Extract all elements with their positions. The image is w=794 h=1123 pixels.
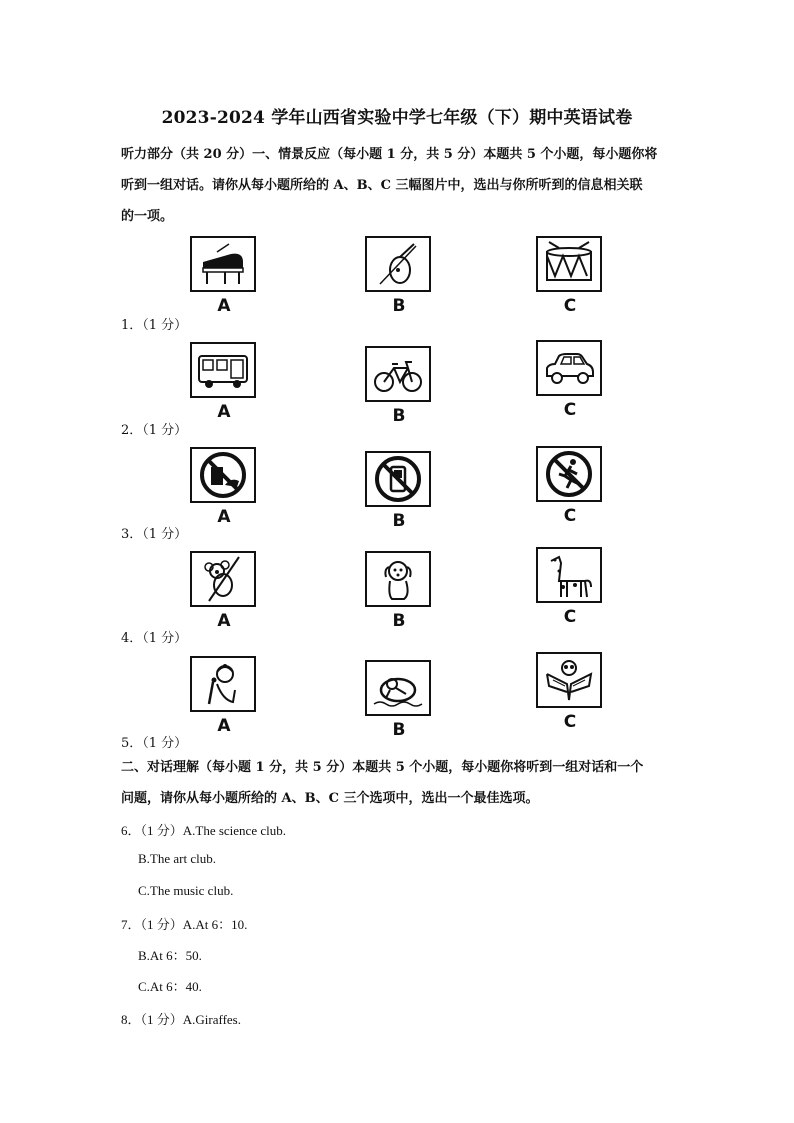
koala-icon bbox=[190, 551, 256, 607]
question-number: 2．（1 分） bbox=[121, 423, 188, 438]
bus-icon bbox=[190, 342, 256, 398]
instruction-line: 听力部分（共 20 分）一、情景反应（每小题 1 分，共 5 分）本题共 5 个小题，每小题你将 bbox=[121, 147, 658, 162]
exam-title: 2023-2024 学年山西省实验中学七年级（下）期中英语试卷 bbox=[161, 108, 633, 128]
option-c[interactable] bbox=[536, 652, 604, 732]
option-letter: B bbox=[392, 611, 406, 631]
question-1 bbox=[0, 236, 794, 340]
question-7-option-b: B.At 6：50. bbox=[138, 948, 202, 963]
no-food-drink-icon bbox=[190, 447, 256, 503]
option-letter: A bbox=[217, 296, 231, 316]
option-b[interactable] bbox=[365, 660, 433, 740]
instruction-line: 听到一组对话。请你从每小题所给的 A、B、C 三幅图片中，选出与你所听到的信息相关联 bbox=[121, 178, 643, 193]
option-letter: A bbox=[217, 611, 231, 631]
question-6-option-a: 6．（1 分）A.The science club. bbox=[121, 823, 286, 838]
car-icon bbox=[536, 340, 602, 396]
option-c[interactable] bbox=[536, 547, 604, 627]
option-b[interactable] bbox=[365, 551, 433, 631]
bicycle-icon bbox=[365, 346, 431, 402]
question-8-option-a: 8．（1 分）A.Giraffes. bbox=[121, 1012, 241, 1027]
option-a[interactable] bbox=[190, 551, 258, 631]
option-letter: A bbox=[217, 716, 231, 736]
question-4 bbox=[0, 551, 794, 655]
question-6-option-c: C.The music club. bbox=[138, 883, 234, 898]
option-letter: A bbox=[217, 507, 231, 527]
singing-girl-icon bbox=[190, 656, 256, 712]
option-letter: B bbox=[392, 406, 406, 426]
option-c[interactable] bbox=[536, 340, 604, 420]
option-letter: A bbox=[217, 402, 231, 422]
violin-icon bbox=[365, 236, 431, 292]
option-a[interactable] bbox=[190, 656, 258, 736]
no-phone-icon bbox=[365, 451, 431, 507]
option-letter: C bbox=[563, 607, 577, 627]
option-a[interactable] bbox=[190, 236, 258, 316]
question-6-option-b: B.The art club. bbox=[138, 851, 216, 866]
option-letter: C bbox=[563, 296, 577, 316]
option-letter: C bbox=[563, 506, 577, 526]
question-5 bbox=[0, 656, 794, 760]
option-letter: B bbox=[392, 296, 406, 316]
giraffe-icon bbox=[536, 547, 602, 603]
option-letter: B bbox=[392, 511, 406, 531]
question-number: 3．（1 分） bbox=[121, 527, 188, 542]
instruction-line: 的一项。 bbox=[121, 209, 174, 224]
option-a[interactable] bbox=[190, 447, 258, 527]
option-letter: C bbox=[563, 712, 577, 732]
option-letter: C bbox=[563, 400, 577, 420]
swimming-icon bbox=[365, 660, 431, 716]
question-7-option-c: C.At 6：40. bbox=[138, 979, 202, 994]
dog-icon bbox=[365, 551, 431, 607]
question-3 bbox=[0, 447, 794, 551]
drum-icon bbox=[536, 236, 602, 292]
instruction-line: 二、对话理解（每小题 1 分，共 5 分）本题共 5 个小题，每小题你将听到一组对话和一个 bbox=[121, 760, 644, 775]
reading-owl-icon bbox=[536, 652, 602, 708]
option-b[interactable] bbox=[365, 346, 433, 426]
question-2 bbox=[0, 342, 794, 446]
question-number: 5．（1 分） bbox=[121, 736, 188, 751]
option-b[interactable] bbox=[365, 451, 433, 531]
piano-icon bbox=[190, 236, 256, 292]
option-c[interactable] bbox=[536, 236, 604, 316]
option-c[interactable] bbox=[536, 446, 604, 526]
instruction-line: 问题，请你从每小题所给的 A、B、C 三个选项中，选出一个最佳选项。 bbox=[121, 791, 539, 806]
option-b[interactable] bbox=[365, 236, 433, 316]
option-letter: B bbox=[392, 720, 406, 740]
question-number: 1．（1 分） bbox=[121, 318, 188, 333]
question-7-option-a: 7．（1 分）A.At 6：10. bbox=[121, 917, 248, 932]
question-number: 4．（1 分） bbox=[121, 631, 188, 646]
no-running-icon bbox=[536, 446, 602, 502]
option-a[interactable] bbox=[190, 342, 258, 422]
